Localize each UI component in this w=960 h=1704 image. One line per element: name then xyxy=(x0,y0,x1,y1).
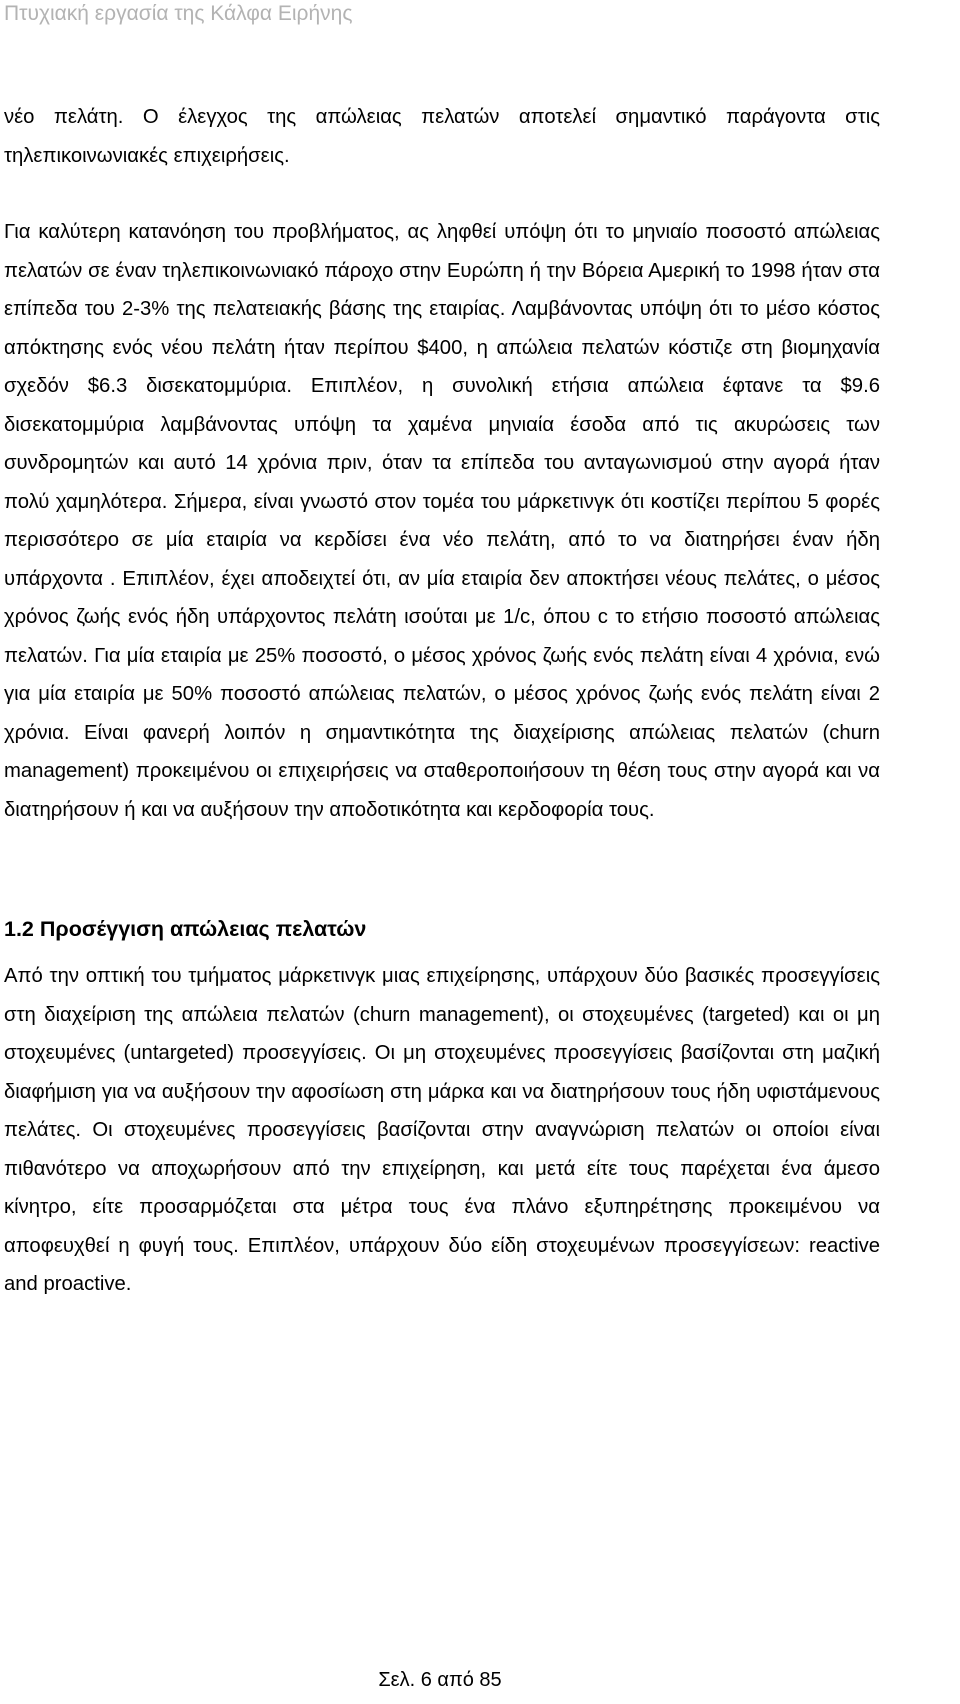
section-number: 1.2 xyxy=(4,917,34,941)
body-paragraph-2: Για καλύτερη κατανόηση του προβλήματος, ας ληφθεί υπόψη ότι το μηνιαίο ποσοστό απώλειας πελατών σε έναν τηλεπικοινωνιακό πάροχο στην Ευρώπη ή την Βόρεια Αμερική το 1998 ήταν στα επίπεδα του 2-3% της πελατειακής βάσης της εταιρίας. Λαμβάνοντας υπόψη ότι το μέσο κόστος απόκτησης ενός νέου πελάτη ήταν περίπου $400, η απώλεια πελατών κόστιζε στη βιομηχανία σχεδόν $6.3 δισεκατομμύρια. Επιπλέον, η συνολική ετήσια απώλεια έφτανε τα $9.6 δισεκατομμύρια λαμβάνοντας υπόψη τα χαμένα μηνιαία έσοδα από τις ακυρώσεις των συνδρομητών και αυτό 14 χρόνια πριν, όταν τα επίπεδα του ανταγωνισμού στην αγορά ήταν πολύ χαμηλότερα. Σήμερα, είναι γνωστό στον τομέα του μάρκετινγκ ότι κοστίζει περίπου 5 φορές περισσότερο σε μία εταιρία να κερδίσει ένα νέο πελάτη, από το να διατηρήσει έναν ήδη υπάρχοντα . Επιπλέον, έχει αποδειχτεί ότι, αν μία εταιρία δεν αποκτήσει νέους πελάτες, ο μέσος χρόνος ζωής ενός ήδη υπάρχοντος πελάτη ισούται με 1/c, όπου c το ετήσιο ποσοστό απώλειας πελατών. Για μία εταιρία με 25% ποσοστό, ο μέσος χρόνος ζωής ενός πελάτη είναι 4 χρόνια, ενώ για μία εταιρία με 50% ποσοστό απώλειας πελατών, ο μέσος χρόνος ζωής ενός πελάτη είναι 2 χρόνια. Είναι φανερή λοιπόν η σημαντικότητα της διαχείρισης απώλειας πελατών (churn management) προκειμένου οι επιχειρήσεις να σταθεροποιήσουν τη θέση τους στην αγορά και να διατηρήσουν ή και να αυξήσουν την αποδοτικότητα και κερδοφορία τους. xyxy=(4,221,880,821)
running-header: Πτυχιακή εργασία της Κάλφα Ειρήνης xyxy=(4,2,353,25)
page-number: Σελ. 6 από 85 xyxy=(378,1669,502,1691)
body-paragraph-1: νέο πελάτη. Ο έλεγχος της απώλειας πελατών αποτελεί σημαντικό παράγοντα στις τηλεπικοινωνιακές επιχειρήσεις. xyxy=(4,106,880,167)
section-title: Προσέγγιση απώλειας πελατών xyxy=(39,917,367,941)
page-content xyxy=(0,98,960,1304)
section-heading xyxy=(0,909,960,949)
section-paragraph: Από την οπτική του τμήματος μάρκετινγκ μιας επιχείρησης, υπάρχουν δύο βασικές προσεγγίσεις στη διαχείριση της απώλεια πελατών (churn management), οι στοχευμένες (targeted) και οι μη στοχευμένες (untargeted) προσεγγίσεις. Οι μη στοχευμένες προσεγγίσεις βασίζονται στη μαζική διαφήμιση για να αυξήσουν την αφοσίωση στη μάρκα και να διατηρήσουν τους ήδη υφιστάμενους πελάτες. Οι στοχευμένες προσεγγίσεις βασίζονται στην αναγνώριση πελατών οι οποίοι είναι πιθανότερο να αποχωρήσουν από την επιχείρηση, και μετά είτε τους παρέχεται ένα άμεσο κίνητρο, είτε προσαρμόζεται στα μέτρα τους ένα πλάνο εξυπηρέτησης προκειμένου να αποφευχθεί η φυγή τους. Επιπλέον, υπάρχουν δύο είδη στοχευμένων προσεγγίσεων: reactive and proactive. xyxy=(4,965,880,1295)
